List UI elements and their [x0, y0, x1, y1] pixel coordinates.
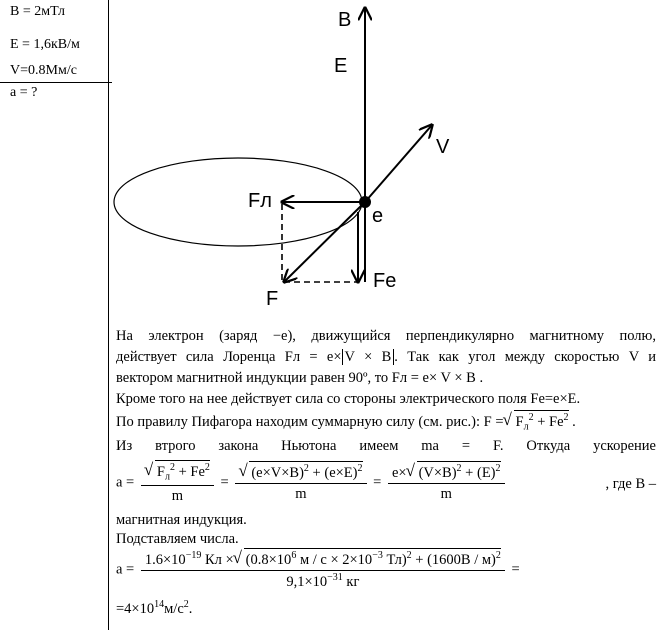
label-fl: Fл [248, 190, 272, 212]
formula-numbers: a = $\frac{1.6\times 10^{-19} Кл \times√ (0.8\times 10^6 м / с \times 2\times 10^{-3} Тл)^2 + (1600В / м)^2}{9,1\times 10^{-31} кг}$ = [116, 548, 520, 592]
p2: Кроме того на нее действует сила со стороны электрического поля Fe=e×E. [116, 391, 581, 407]
given-e: E = 1,6кВ/м [10, 37, 80, 52]
label-f: F [266, 288, 279, 310]
p4: Из втрого закона Ньютона имеем ma = F. Откуда ускорение [116, 438, 656, 454]
label-v: V [436, 136, 450, 158]
label-e-charge: e [372, 205, 384, 227]
p1-line2: действует сила Лоренца Fл = e× V × B . Так как угол между скоростью V и [116, 349, 657, 365]
given-b: B = 2мТл [10, 4, 65, 19]
p1-line1: На электрон (заряд −e), движущийся перпендикулярно магнитному полю, [116, 328, 656, 344]
f-vector [284, 202, 365, 282]
v-vector [365, 125, 432, 202]
p1-line3: вектором магнитной индукции равен 90º, то Fл = e× V × B . [116, 370, 484, 386]
label-e: E [334, 55, 348, 77]
given-find: a = ? [10, 85, 38, 100]
result: $=4\times 10^{14}м/с^2$. [116, 599, 193, 617]
p5: магнитная индукция. [116, 512, 247, 528]
label-b: B [338, 9, 352, 31]
electron-dot [359, 196, 371, 208]
label-fe: Fe [373, 270, 397, 292]
given-v: V=0.8Мм/с [10, 63, 77, 78]
p3: По правилу Пифагора находим суммарную силу (см. рис.): F =√ $F_л^2 + Fe^2$ . [116, 410, 576, 435]
formula-acceleration: a = √ $\frac{F_л^2 + Fe^2}{m}$ = √ $\frac{(e\times V\times B)^2 + (e\times E)^2}{m}$ = $\frac{e\times√ (V\times B)^2 + (E)^2}{m}$ , где B – [116, 460, 656, 506]
p6: Подставляем числа. [116, 531, 239, 547]
